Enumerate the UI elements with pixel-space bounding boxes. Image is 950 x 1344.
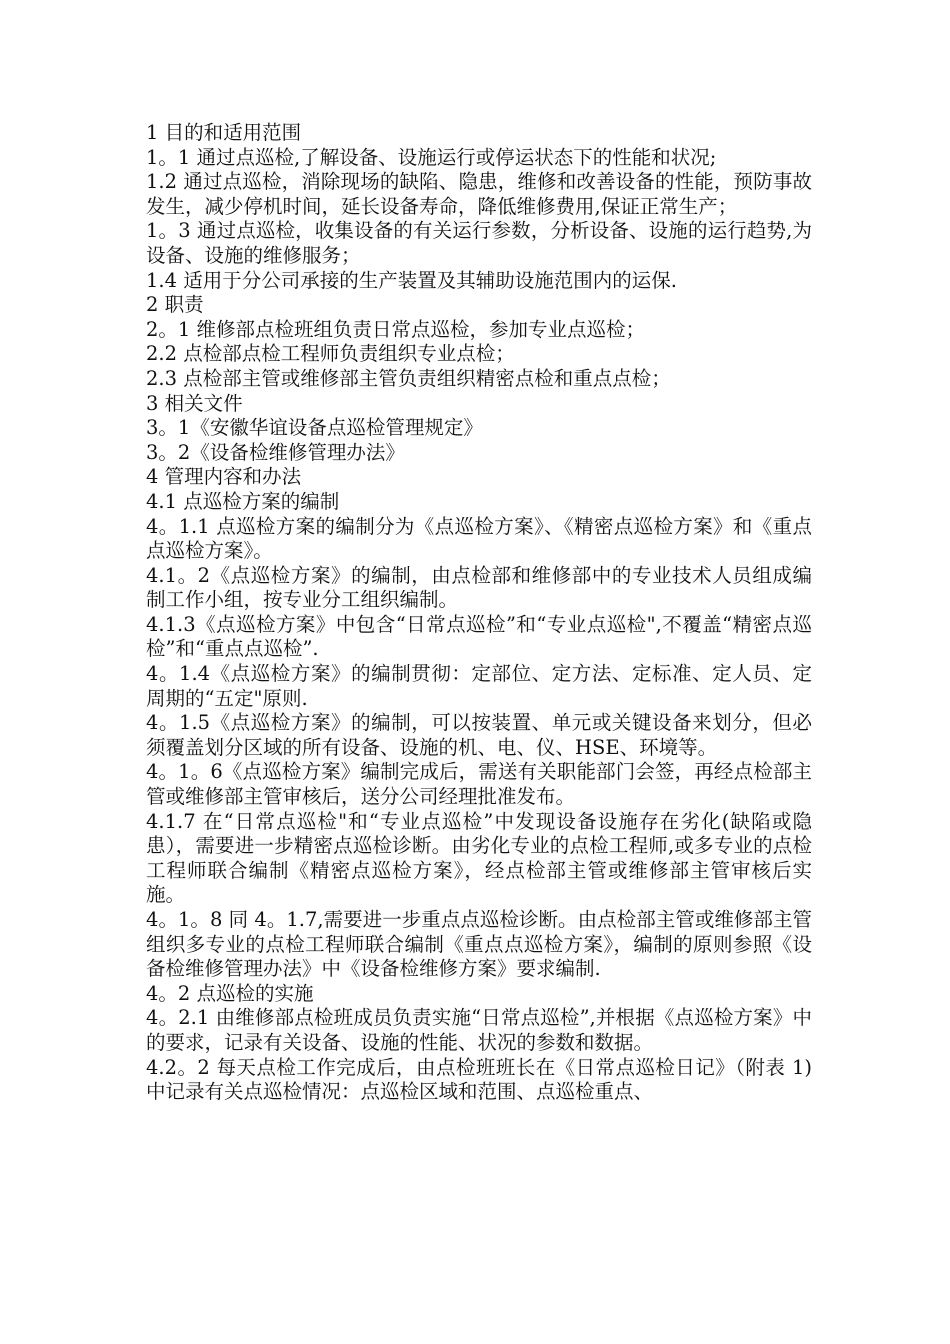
paragraph-2-1: 2。1 维修部点检班组负责日常点巡检，参加专业点巡检； <box>146 317 646 341</box>
paragraph-4-2-2: 4.2。2 每天点检工作完成后，由点检班班长在《日常点巡检日记》（附表 1)中记录有关点巡检情况：点巡检区域和范围、点巡检重点、 <box>146 1055 812 1104</box>
paragraph-4-1-5: 4。1.5《点巡检方案》的编制，可以按装置、单元或关键设备来划分，但必须覆盖划分区域的所有设备、设施的机、电、仪、HSE、环境等。 <box>146 711 812 759</box>
paragraph-1-3: 1。3 通过点巡检，收集设备的有关运行参数，分析设备、设施的运行趋势,为设备、设施的维修服务； <box>146 219 812 267</box>
paragraph-2-2: 2.2 点检部点检工程师负责组织专业点检； <box>146 342 515 366</box>
section-heading-1: 1 目的和适用范围 <box>146 121 302 144</box>
paragraph-4-1-6: 4。1。6《点巡检方案》编制完成后，需送有关职能部门会签，再经点检部主管或维修部主管审核后，送分公司经理批准发布。 <box>146 760 812 809</box>
paragraph-1-2: 1.2 通过点巡检，消除现场的缺陷、隐患，维修和改善设备的性能，预防事故发生，减少停机时间，延长设备寿命，降低维修费用,保证正常生产； <box>146 170 812 218</box>
paragraph-3-2: 3。2《设备检维修管理办法》 <box>146 440 405 464</box>
paragraph-4-1-8: 4。1。8 同 4。1.7,需要进一步重点点巡检诊断。由点检部主管或维修部主管组织多专业的点检工程师联合编制《重点点巡检方案》，编制的原则参照《设备检维修管理办法》中《设备检维修方案》要求编制. <box>146 908 812 981</box>
paragraph-2-3: 2.3 点检部主管或维修部主管负责组织精密点检和重点点检； <box>146 366 671 390</box>
section-heading-4: 4 管理内容和办法 <box>146 465 302 489</box>
paragraph-4-2-1: 4。2.1 由维修部点检班成员负责实施“日常点巡检”,并根据《点巡检方案》中的要求，记录有关设备、设施的性能、状况的参数和数据。 <box>146 1006 812 1054</box>
subsection-heading-4-1: 4.1 点巡检方案的编制 <box>146 489 340 513</box>
document-body <box>146 121 812 1105</box>
paragraph-4-1-7: 4.1.7 在“日常点巡检"和“专业点巡检”中发现设备设施存在劣化(缺陷或隐患），需要进一步精密点巡检诊断。由劣化专业的点检工程师,或多专业的点检工程师联合编制《精密点巡检方案》，经点检部主管或维修部主管审核后实施。 <box>146 809 812 907</box>
subsection-heading-4-2: 4。2 点巡检的实施 <box>146 981 314 1005</box>
paragraph-4-1-1: 4。1.1 点巡检方案的编制分为《点巡检方案》、《精密点巡检方案》和《重点点巡检方案》。 <box>146 514 812 563</box>
section-heading-3: 3 相关文件 <box>146 391 243 415</box>
paragraph-4-1-2: 4.1。2《点巡检方案》的编制，由点检部和维修部中的专业技术人员组成编制工作小组，按专业分工组织编制。 <box>146 563 812 612</box>
section-heading-2: 2 职责 <box>146 293 204 317</box>
paragraph-1-4: 1.4 适用于分公司承接的生产装置及其辅助设施范围内的运保. <box>146 268 677 292</box>
paragraph-4-1-3: 4.1.3《点巡检方案》中包含“日常点巡检”和“专业点巡检",不覆盖“精密点巡检”和“重点点巡检”. <box>146 612 812 661</box>
paragraph-3-1: 3。1《安徽华谊设备点巡检管理规定》 <box>146 416 483 440</box>
paragraph-1-1: 1。1 通过点巡检,了解设备、设施运行或停运状态下的性能和状况; <box>146 145 717 169</box>
paragraph-4-1-4: 4。1.4《点巡检方案》的编制贯彻：定部位、定方法、定标准、定人员、定周期的“五定"原则. <box>146 662 812 710</box>
